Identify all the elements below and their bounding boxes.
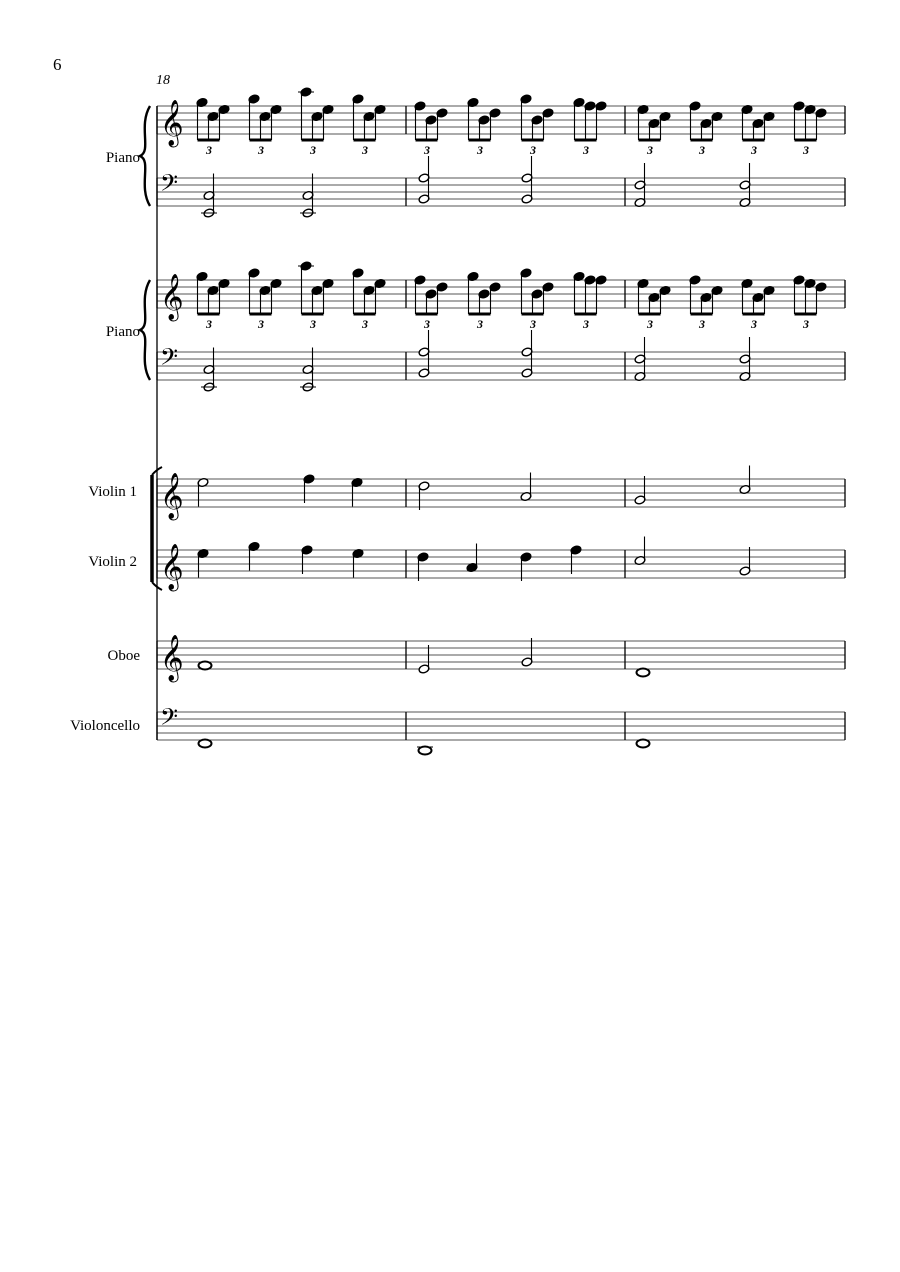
piano-1-rh-m3-triplet-tuplet-number: 3: [647, 143, 653, 157]
piano-2-rh-m2-triplet-tuplet-number: 3: [530, 317, 536, 331]
piano-1-rh-m2-triplet-tuplet-number: 3: [424, 143, 430, 157]
piano-1-clef-bass: 𝄢: [160, 169, 179, 202]
piano-1-rh-m2-triplet-tuplet-number: 3: [583, 143, 589, 157]
piano-2-rh-m3-triplet-tuplet-number: 3: [647, 317, 653, 331]
piano-1-rh-m3-triplet-tuplet-number: 3: [803, 143, 809, 157]
violin-1-clef-treble: 𝄞: [160, 473, 184, 519]
violoncello-whole-note: [637, 740, 650, 748]
page-number: 6: [53, 55, 62, 74]
violoncello-clef-bass: 𝄢: [160, 703, 179, 736]
violin-2-clef-treble: 𝄞: [160, 544, 184, 590]
piano-2-brace: [140, 280, 150, 380]
piano-2-rh-m3-triplet-tuplet-number: 3: [803, 317, 809, 331]
piano-1-rh-m2-triplet-tuplet-number: 3: [477, 143, 483, 157]
piano-1-rh-m1-triplet-tuplet-number: 3: [310, 143, 316, 157]
piano-2-rh-m1-triplet-tuplet-number: 3: [310, 317, 316, 331]
piano-1-rh-m3-triplet-tuplet-number: 3: [751, 143, 757, 157]
piano-1-rh-m1-triplet-tuplet-number: 3: [362, 143, 368, 157]
instrument-label-violoncello: Violoncello: [70, 718, 140, 734]
oboe-whole-note: [637, 669, 650, 677]
instrument-label-piano-1: Piano: [105, 150, 140, 166]
piano-2-clef-treble: 𝄞: [160, 274, 184, 320]
piano-2-rh-m1-triplet-tuplet-number: 3: [362, 317, 368, 331]
piano-1-rh-m2-triplet-tuplet-number: 3: [530, 143, 536, 157]
piano-2-rh-m3-triplet-tuplet-number: 3: [699, 317, 705, 331]
piano-2-rh-m1-triplet-tuplet-number: 3: [258, 317, 264, 331]
piano-1-rh-m3-triplet-tuplet-number: 3: [699, 143, 705, 157]
piano-2-clef-bass: 𝄢: [160, 343, 179, 376]
violoncello-whole-note: [419, 747, 432, 755]
piano-1-rh-m1-triplet-tuplet-number: 3: [258, 143, 264, 157]
piano-1-clef-treble: 𝄞: [160, 100, 184, 146]
piano-2-rh-m2-triplet-tuplet-number: 3: [477, 317, 483, 331]
piano-2-rh-m2-triplet-tuplet-number: 3: [424, 317, 430, 331]
instrument-label-violin-1: Violin 1: [88, 484, 137, 500]
violoncello-whole-note: [199, 740, 212, 748]
piano-1-brace: [140, 106, 150, 206]
oboe-whole-note: [199, 662, 212, 670]
instrument-label-piano-2: Piano: [105, 324, 140, 340]
piano-2-rh-m1-triplet-tuplet-number: 3: [206, 317, 212, 331]
piano-1-rh-m1-triplet-tuplet-number: 3: [206, 143, 212, 157]
instrument-label-oboe: Oboe: [107, 648, 140, 664]
piano-2-rh-m2-triplet-tuplet-number: 3: [583, 317, 589, 331]
piano-2-rh-m3-triplet-tuplet-number: 3: [751, 317, 757, 331]
oboe-clef-treble: 𝄞: [160, 635, 184, 681]
measure-number: 18: [156, 73, 170, 88]
instrument-label-violin-2: Violin 2: [88, 554, 137, 570]
